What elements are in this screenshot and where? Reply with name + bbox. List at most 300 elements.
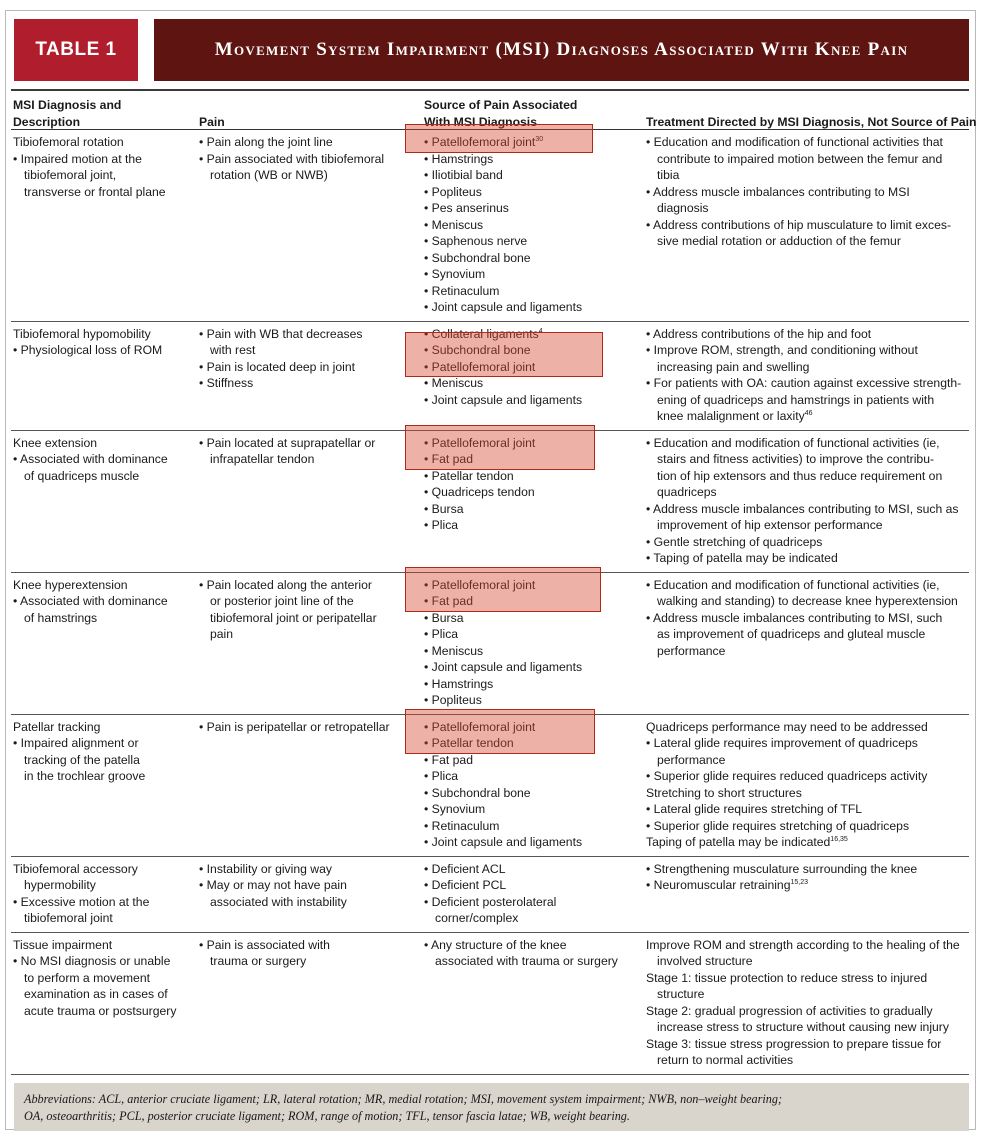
cell-text: acute trauma or postsurgery [24,1003,177,1018]
cell-text: • Address muscle imbalances contributing to MSI [646,184,910,199]
cell-text: tion of hip extensors and thus reduce requirement on [657,468,943,483]
cell-text: with rest [210,343,256,357]
cell-line [13,326,193,343]
cell-text: tracking of the patella [24,752,140,767]
cell-line [424,676,629,693]
cell-line [646,326,968,343]
cell-line [424,818,629,835]
cell-line [13,910,193,927]
cell-line [13,468,193,485]
source-cell [424,130,629,316]
cell-text: • Saphenous nerve [424,234,528,248]
treatment-cell [646,857,968,894]
cell-text: • Plica [424,518,459,532]
cell-line [199,861,414,878]
cell-line [13,435,193,452]
cell-line [646,937,968,954]
cell-text: • Taping of patella may be indicated [646,551,838,565]
treatment-cell [646,933,968,1069]
abbreviations-footnote [14,1083,969,1131]
pain-cell [199,322,414,392]
cell-text: • Meniscus [424,643,484,658]
cell-line [646,626,968,643]
cell-text: diagnosis [657,201,709,215]
cell-text: • Pain located along the anterior [199,577,372,592]
cell-line [424,375,629,392]
cell-line [13,151,193,168]
cell-line [13,970,193,987]
cell-line [646,818,968,835]
abbreviations-line: OA, osteoarthritis; PCL, posterior cruciate ligament; ROM, range of motion; TFL, tensor fascia latae; WB, weight bearing. [24,1109,630,1123]
cell-text: • Patellofemoral joint [424,435,536,450]
table-row [11,715,969,857]
cell-line [199,719,414,736]
cell-text: transverse or frontal plane [24,184,166,199]
cell-line [13,894,193,911]
cell-text: • Patellofemoral joint [424,135,536,149]
cell-text: return to normal activities [657,1053,794,1067]
cell-text: • Education and modification of functional activities that [646,135,943,149]
cell-text: • Hamstrings [424,676,494,691]
cell-text: • Associated with dominance [13,452,168,466]
cell-line [199,134,414,151]
cell-line [199,953,414,970]
cell-line [646,1003,968,1020]
cell-line [13,877,193,894]
pain-cell [199,933,414,970]
cell-text: • Excessive motion at the [13,894,150,909]
cell-line [13,768,193,785]
cell-text: • Physiological loss of ROM [13,343,163,357]
cell-text: • Synovium [424,267,486,281]
diagnosis-cell [13,857,193,927]
cell-text: sive medial rotation or adduction of the femur [657,234,901,248]
cell-line [646,801,968,818]
cell-text: • Synovium [424,802,486,816]
cell-text: • Quadriceps tendon [424,485,535,499]
cell-text: • Plica [424,627,459,641]
cell-line [424,768,629,785]
cell-text: • Pain along the joint line [199,135,333,149]
cell-text: • Bursa [424,501,464,516]
cell-line [646,233,968,250]
cell-line [199,577,414,594]
diagnosis-cell [13,431,193,485]
cell-line [646,735,968,752]
cell-line [646,451,968,468]
cell-text: • Patellar tendon [424,468,514,483]
cell-line [13,593,193,610]
cell-text: Knee extension [13,435,98,450]
table-header [14,19,969,81]
cell-line [13,451,193,468]
cell-text: • Deficient posterolateral [424,894,557,909]
cell-line [199,626,414,643]
cell-line [424,692,629,709]
cell-text: • Popliteus [424,184,482,199]
cell-text: • Address contributions of hip musculature to limit exces- [646,217,952,232]
cell-text: • Pain associated with tibiofemoral [199,151,385,166]
cell-line [646,1019,968,1036]
cell-text: • Address contributions of the hip and foot [646,326,872,341]
cell-line [199,359,414,376]
cell-line [646,953,968,970]
cell-text: ening of quadriceps and hamstrings in patients with [657,392,935,407]
table-row [11,933,969,1075]
diagnosis-cell [13,933,193,1020]
cell-line [13,719,193,736]
cell-line [424,937,629,954]
cell-line [424,484,629,501]
cell-text: Stage 2: gradual progression of activities to gradually [646,1003,933,1018]
table-title: Movement System Impairment (MSI) Diagnoses Associated With Knee Pain [154,19,969,81]
cell-line [424,299,629,316]
cell-text: examination as in cases of [24,987,168,1001]
citation-superscript: 16,35 [830,835,848,843]
cell-line [646,151,968,168]
cell-text: tibiofemoral joint or peripatellar [210,610,377,625]
cell-text: of quadriceps muscle [24,468,140,483]
cell-line [424,517,629,534]
cell-text: • Pain is peripatellar or retropatellar [199,719,390,734]
cell-text: • Gentle stretching of quadriceps [646,534,823,549]
cell-text: tibiofemoral joint [24,911,113,925]
cell-text: Stage 1: tissue protection to reduce stress to injured [646,970,928,985]
cell-line [424,626,629,643]
cell-text: associated with trauma or surgery [435,954,618,968]
cell-line [646,752,968,769]
citation-superscript: 30 [535,135,544,143]
cell-line [13,184,193,201]
table-row [11,431,969,573]
cell-text: tibia [657,168,680,182]
cell-text: walking and standing) to decrease knee hyperextension [657,594,958,608]
cell-line [646,392,968,409]
cell-line [199,877,414,894]
cell-line [13,986,193,1003]
cell-line [646,184,968,201]
cell-line [646,593,968,610]
highlight-box [405,124,593,153]
cell-text: • Patellofemoral joint [424,359,536,374]
cell-text: Tibiofemoral hypomobility [13,326,151,341]
cell-text: hypermobility [24,878,96,892]
cell-text: • For patients with OA: caution against excessive strength- [646,376,962,390]
cell-text: • Patellofemoral joint [424,719,536,734]
cell-line [13,577,193,594]
cell-line [424,184,629,201]
cell-line [13,342,193,359]
cell-text: • Joint capsule and ligaments [424,392,583,407]
cell-text: • Neuromuscular retraining [646,878,791,892]
cell-text: • Joint capsule and ligaments [424,660,583,674]
cell-text: Tissue impairment [13,937,113,952]
cell-line [424,217,629,234]
cell-line [424,785,629,802]
diagnosis-cell [13,322,193,359]
cell-text: • Collateral ligaments [424,326,539,341]
cell-line [199,937,414,954]
cell-line [646,834,968,851]
cell-text: of hamstrings [24,610,98,625]
cell-line [199,167,414,184]
cell-text: • Address muscle imbalances contributing to MSI, such as [646,501,959,516]
cell-text: • Deficient PCL [424,878,507,892]
cell-line [13,861,193,878]
cell-line [13,1003,193,1020]
treatment-cell [646,715,968,851]
cell-line [424,233,629,250]
cell-line [646,877,968,894]
cell-text: Tibiofemoral rotation [13,135,124,149]
cell-line [646,1052,968,1069]
cell-line [13,134,193,151]
cell-line [199,593,414,610]
cell-line [424,801,629,818]
column-header-text: With MSI Diagnosis [424,115,537,129]
cell-line [199,326,414,343]
cell-line [646,359,968,376]
cell-line [424,250,629,267]
cell-text: Stretching to short structures [646,785,802,800]
cell-text: • Pain is associated with [199,937,330,952]
cell-text: in the trochlear groove [24,769,146,783]
column-header [199,91,414,131]
cell-line [424,643,629,660]
cell-text: structure [657,987,705,1001]
cell-line [424,953,629,970]
cell-line [646,200,968,217]
cell-text: • Patellofemoral joint [424,577,536,592]
cell-line [424,861,629,878]
cell-line [646,217,968,234]
cell-text: • Retinaculum [424,283,500,298]
cell-line [424,834,629,851]
cell-text: • Any structure of the knee [424,937,567,952]
citation-superscript: 4 [538,327,543,335]
cell-text: • Popliteus [424,693,482,707]
source-cell [424,933,629,970]
cell-line [424,659,629,676]
treatment-cell [646,322,968,425]
cell-text: • Superior glide requires reduced quadriceps activity [646,769,928,783]
cell-line [646,986,968,1003]
cell-text: • Pain is located deep in joint [199,359,356,374]
pain-cell [199,715,414,736]
cell-text: • Strengthening musculature surrounding the knee [646,861,918,876]
cell-line [424,151,629,168]
cell-line [646,501,968,518]
cell-text: improvement of hip extensor performance [657,518,883,532]
cell-text: Patellar tracking [13,719,101,734]
diagnosis-cell [13,573,193,627]
cell-text: or posterior joint line of the [210,594,354,608]
cell-line [199,451,414,468]
cell-text: Knee hyperextension [13,577,128,592]
cell-line [646,1036,968,1053]
cell-text: quadriceps [657,485,717,499]
cell-text: • Education and modification of functional activities (ie, [646,435,940,450]
cell-line [424,610,629,627]
cell-line [646,408,968,425]
cell-line [199,342,414,359]
cell-text: • Retinaculum [424,818,500,833]
cell-text: • Associated with dominance [13,594,168,608]
cell-text: to perform a movement [24,970,150,985]
pain-cell [199,573,414,643]
cell-line [646,468,968,485]
cell-line [199,435,414,452]
cell-text: • Stiffness [199,376,254,390]
cell-line [199,894,414,911]
citation-superscript: 15,23 [790,878,809,886]
table-row [11,130,969,322]
cell-text: • Bursa [424,610,464,625]
cell-line [646,517,968,534]
cell-text: • Impaired alignment or [13,736,139,750]
cell-text: Quadriceps performance may need to be addressed [646,719,928,734]
citation-superscript: 46 [804,409,813,417]
cell-line [646,719,968,736]
table-row [11,857,969,933]
table-frame [5,10,976,1130]
cell-text: • Instability or giving way [199,861,332,876]
cell-text: • Joint capsule and ligaments [424,300,583,314]
cell-text: • Fat pad [424,452,473,466]
pain-cell [199,857,414,911]
cell-text: involved structure [657,954,753,968]
cell-text: Tibiofemoral accessory [13,861,138,876]
cell-text: Stage 3: tissue stress progression to prepare tissue for [646,1036,942,1051]
cell-line [424,266,629,283]
highlight-box [405,709,595,754]
highlight-box [405,567,601,612]
column-header-text: Pain [199,115,225,129]
cell-text: performance [657,643,726,658]
cell-text: • Lateral glide requires stretching of TFL [646,802,863,816]
abbreviations-line: Abbreviations: ACL, anterior cruciate ligament; LR, lateral rotation; MR, medial rotation; MSI, movement system impairment; NWB, non–weight bearing; [24,1092,783,1106]
cell-line [424,200,629,217]
cell-text: stairs and fitness activities) to improve the contribu- [657,452,935,466]
cell-text: Taping of patella may be indicated [646,835,831,849]
cell-text: • Subchondral bone [424,343,531,357]
table-row [11,573,969,715]
cell-line [646,970,968,987]
cell-line [646,167,968,184]
diagnosis-cell [13,715,193,785]
cell-text: rotation (WB or NWB) [210,168,328,182]
cell-text: • Hamstrings [424,151,494,166]
cell-text: associated with instability [210,894,347,909]
cell-line [646,534,968,551]
cell-line [646,435,968,452]
cell-line [13,610,193,627]
cell-text: • Fat pad [424,752,473,767]
cell-line [13,953,193,970]
cell-text: • Education and modification of functional activities (ie, [646,577,940,592]
table-number-tag: TABLE 1 [14,19,138,81]
column-header-text: Description [13,115,81,129]
cell-text: • Pain located at suprapatellar or [199,435,376,450]
cell-text: • Impaired motion at the [13,151,142,166]
highlight-box [405,425,595,470]
cell-text: • Pain with WB that decreases [199,326,363,341]
cell-line [424,910,629,927]
cell-line [13,937,193,954]
cell-text: • Subchondral bone [424,785,531,800]
treatment-cell [646,573,968,660]
cell-line [424,283,629,300]
column-header [646,91,977,131]
cell-line [199,375,414,392]
cell-text: • Subchondral bone [424,250,531,265]
cell-line [424,877,629,894]
msi-table [11,89,977,1075]
cell-line [646,550,968,567]
cell-text: infrapatellar tendon [210,452,315,466]
cell-text: pain [210,627,234,641]
cell-text: trauma or surgery [210,954,307,968]
cell-line [199,610,414,627]
diagnosis-cell [13,130,193,200]
cell-text: increase stress to structure without causing new injury [657,1020,949,1034]
cell-text: • Lateral glide requires improvement of quadriceps [646,736,918,750]
cell-text: • Joint capsule and ligaments [424,835,583,849]
column-header-text: Source of Pain Associated [424,98,578,112]
cell-text: Improve ROM and strength according to the healing of the [646,937,960,952]
cell-text: performance [657,752,726,767]
cell-text: • Pes anserinus [424,201,509,215]
cell-line [646,375,968,392]
cell-text: • Fat pad [424,594,473,608]
cell-text: knee malalignment or laxity [657,409,805,423]
cell-text: • No MSI diagnosis or unable [13,954,171,968]
cell-line [646,768,968,785]
cell-text: • Patellar tendon [424,736,514,750]
cell-text: corner/complex [435,911,519,925]
treatment-cell [646,431,968,567]
cell-line [424,167,629,184]
cell-line [13,167,193,184]
cell-line [646,861,968,878]
cell-text: • May or may not have pain [199,878,347,892]
treatment-cell [646,130,968,250]
cell-text: as improvement of quadriceps and gluteal muscle [657,627,926,641]
cell-text: • Iliotibial band [424,168,503,182]
cell-line [424,752,629,769]
cell-text: contribute to impaired motion between the femur and [657,151,943,166]
cell-line [646,577,968,594]
highlight-box [405,332,603,377]
column-header-text: Treatment Directed by MSI Diagnosis, Not Source of Pain [646,115,977,129]
source-cell [424,857,629,927]
column-header [13,91,193,131]
cell-line [199,151,414,168]
cell-line [424,468,629,485]
cell-text: • Address muscle imbalances contributing to MSI, such [646,610,943,625]
cell-text: • Plica [424,769,459,783]
cell-text: tibiofemoral joint, [24,168,117,182]
table-row [11,322,969,431]
cell-text: • Meniscus [424,217,484,232]
cell-line [646,785,968,802]
cell-line [13,735,193,752]
cell-line [646,610,968,627]
cell-text: • Meniscus [424,376,484,390]
cell-line [646,342,968,359]
column-header-text: MSI Diagnosis and [13,98,122,112]
cell-text: • Improve ROM, strength, and conditioning without [646,343,918,357]
